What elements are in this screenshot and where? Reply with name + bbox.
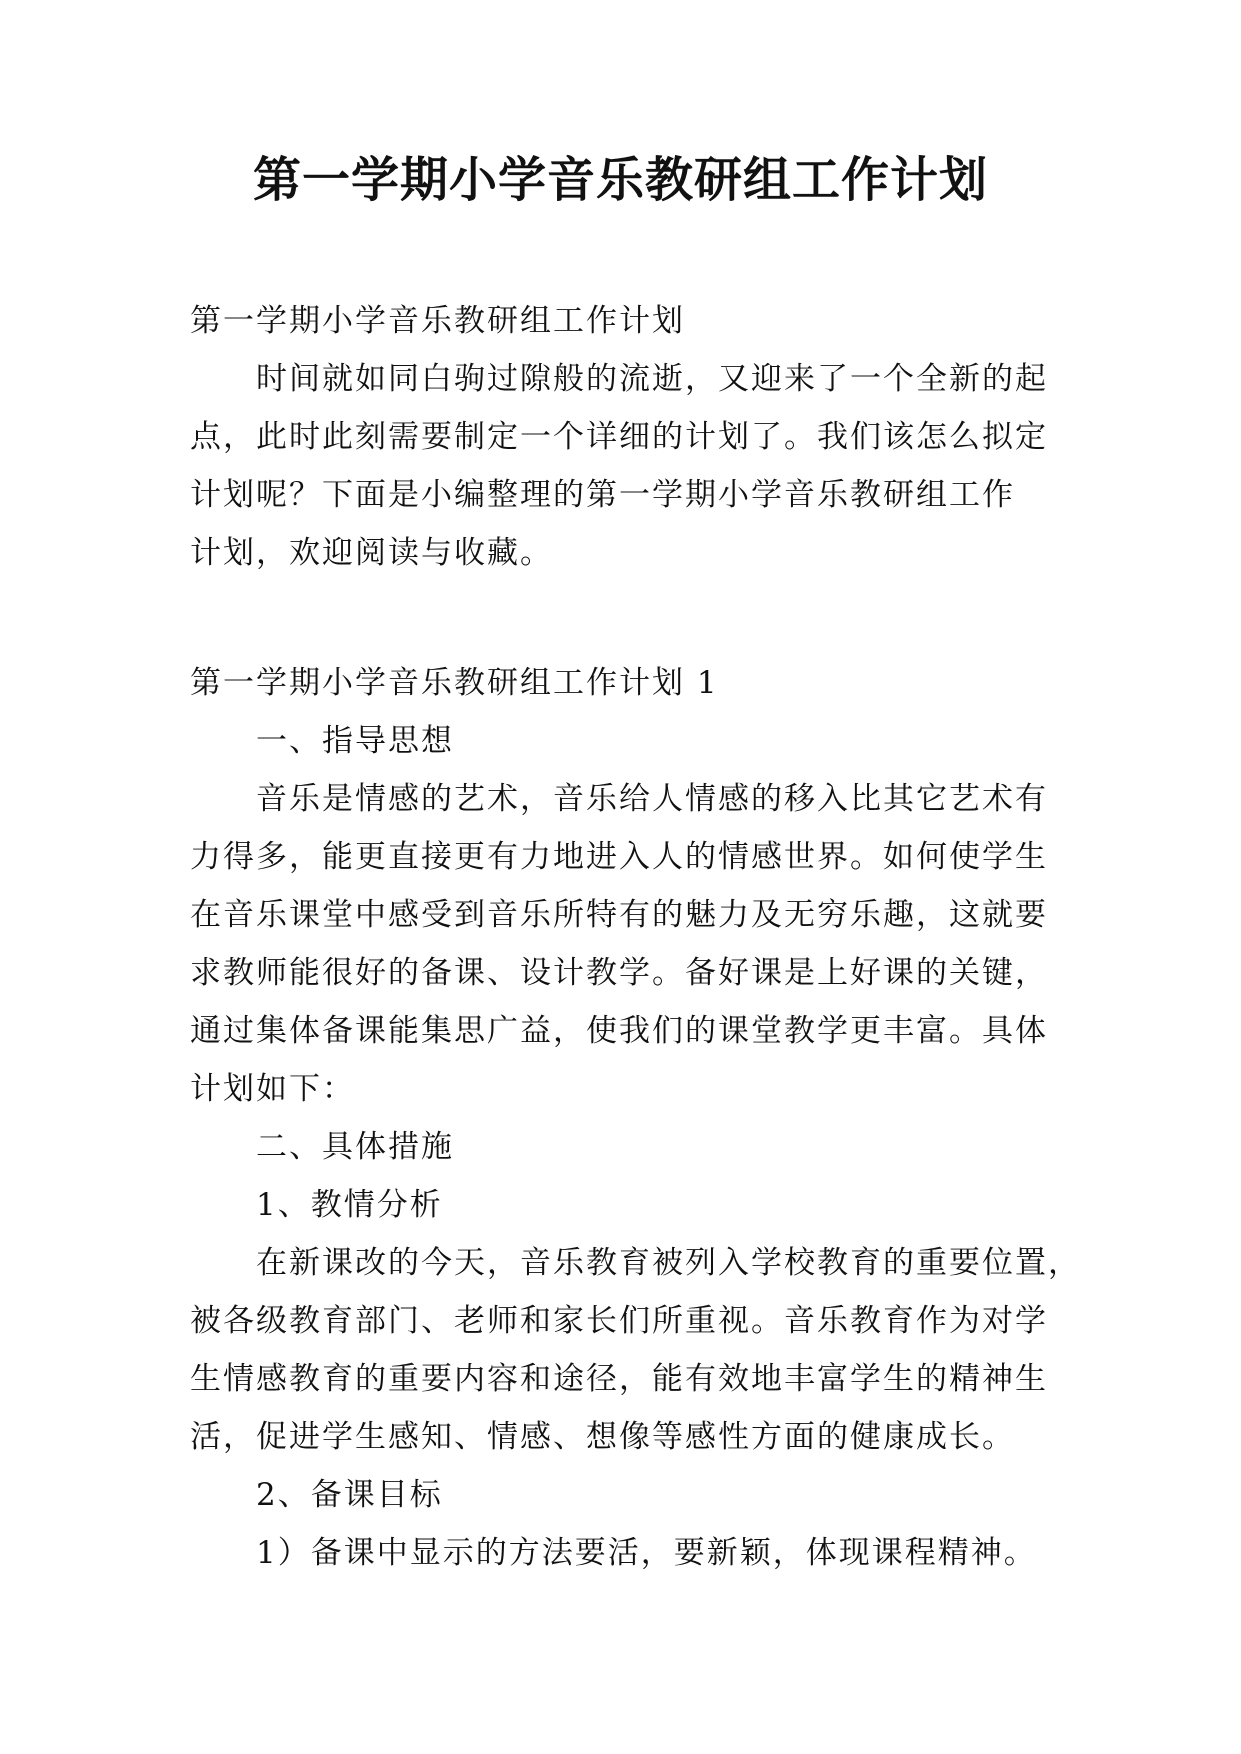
paragraph-line: 求教师能很好的备课、设计教学。备好课是上好课的关键， [190, 955, 1048, 991]
paragraph-line: 音乐是情感的艺术，音乐给人情感的移入比其它艺术有 [256, 781, 1048, 817]
paragraph-line: 时间就如同白驹过隙般的流逝，又迎来了一个全新的起 [256, 361, 1048, 397]
paragraph-line: 计划如下： [190, 1071, 355, 1107]
paragraph-line: 在新课改的今天，音乐教育被列入学校教育的重要位置， [256, 1245, 1081, 1281]
paragraph-line: 生情感教育的重要内容和途径，能有效地丰富学生的精神生 [190, 1361, 1048, 1397]
list-item: 1）备课中显示的方法要活，要新颖，体现课程精神。 [256, 1535, 1037, 1571]
paragraph-line: 被各级教育部门、老师和家长们所重视。音乐教育作为对学 [190, 1303, 1048, 1339]
subheading: 2、备课目标 [256, 1477, 443, 1513]
section-heading: 第一学期小学音乐教研组工作计划 1 [190, 665, 719, 701]
paragraph-line: 在音乐课堂中感受到音乐所特有的魅力及无穷乐趣，这就要 [190, 897, 1048, 933]
subheading: 一、指导思想 [256, 723, 454, 759]
section-spacer [190, 582, 1050, 654]
subheading: 1、教情分析 [256, 1187, 443, 1223]
section-heading: 第一学期小学音乐教研组工作计划 [190, 303, 685, 339]
paragraph-line: 力得多，能更直接更有力地进入人的情感世界。如何使学生 [190, 839, 1048, 875]
paragraph-line: 点，此时此刻需要制定一个详细的计划了。我们该怎么拟定 [190, 419, 1048, 455]
subheading: 二、具体措施 [256, 1129, 454, 1165]
paragraph-line: 活，促进学生感知、情感、想像等感性方面的健康成长。 [190, 1419, 1015, 1455]
document-title: 第一学期小学音乐教研组工作计划 [252, 152, 988, 208]
document-body [190, 292, 1081, 1582]
paragraph-line: 通过集体备课能集思广益，使我们的课堂教学更丰富。具体 [190, 1013, 1048, 1049]
paragraph-line: 计划，欢迎阅读与收藏。 [190, 535, 553, 571]
paragraph-line: 计划呢？下面是小编整理的第一学期小学音乐教研组工作 [190, 477, 1015, 513]
